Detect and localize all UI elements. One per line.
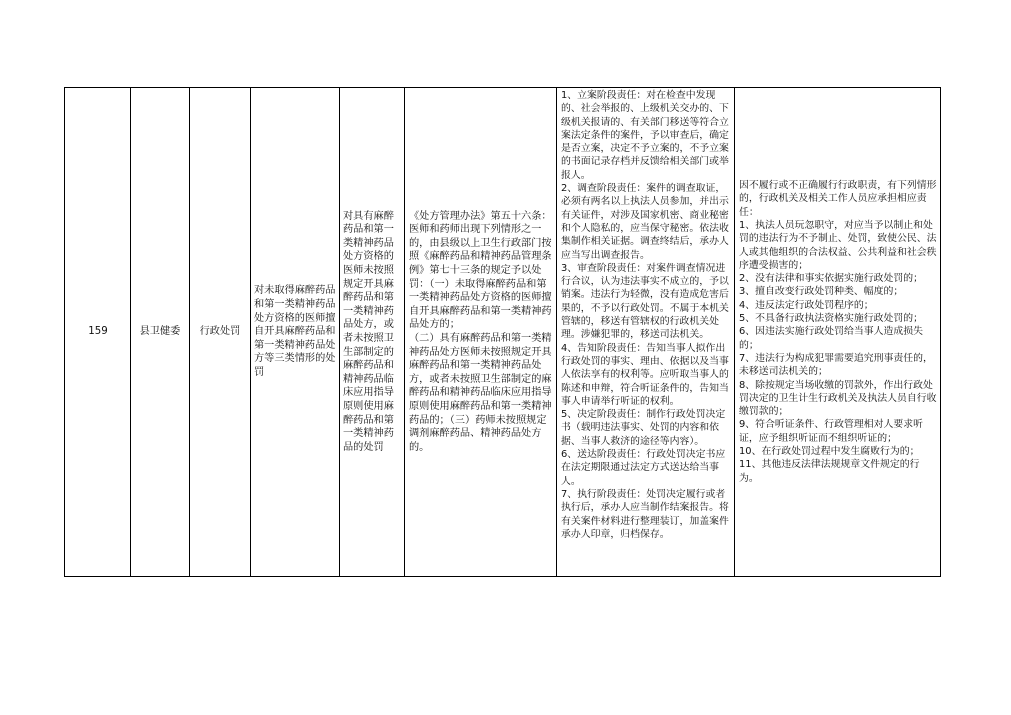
responsibilities-cell (558, 89, 734, 575)
table-divider (404, 87, 405, 577)
legal-basis-cell (406, 88, 556, 576)
category-cell: 行政处罚 (199, 326, 241, 338)
row-number: 159 (88, 326, 108, 338)
table-divider (734, 87, 735, 577)
sub-item-text: 对具有麻醉药品和第一类精神药品处方资格的医师未按照规定开具麻醉药品和第一类精神药品处方，或者未按照卫生部制定的麻醉药品和精神药品临床应用指导原则使用麻醉药品和第一类精神药品的处罚 (343, 210, 394, 453)
table-border-bottom (64, 576, 941, 577)
table-border-left (64, 87, 65, 577)
department-cell: 县卫健委 (139, 326, 181, 338)
legal-basis-text: 《处方管理办法》第五十六条：医师和药师出现下列情形之一的，由县级以上卫生行政部门按照《麻醉药品和精神药品管理条例》第七十三条的规定予以处罚：（一）未取得麻醉药品和第一类精神药品处方资格的医师擅自开具麻醉药品和第一类精神药品处方的； （二）具有麻醉药品和第一类精神药品处方医师未按照规定开具麻醉药品和第一类精神药品处方，或者未按照卫生部制定的麻醉药品和精神药品临床应用指导原则使用麻醉药品和第一类精神药品的；（三）药师未按照规定调剂麻醉药品、精神药品处方的。 (409, 210, 552, 453)
item-name-text: 对未取得麻醉药品和第一类精神药品处方资格的医师擅自开具麻醉药品和第一类精神药品处方等三类情形的处罚 (254, 285, 336, 378)
cell-outline (339, 576, 405, 577)
table-border-right (940, 87, 941, 577)
item-name-cell (252, 88, 338, 576)
accountability-text: 因不履行或不正确履行行政职责，有下列情形的，行政机关及相关工作人员应承担相应责任： 1、执法人员玩忽职守，对应当予以制止和处罚的违法行为不予制止、处罚，致使公民、法人或其他组织的合法权益、公共利益和社会秩序遭受损害的； 2、没有法律和事实依据实施行政处罚的； 3、擅自改变行政处罚种类、幅度的； 4、违反法定行政处罚程序的； 5、不具备行政执法资格实施行政处罚的； 6、因违法实施行政处罚给当事人造成损失的； 7、违法行为构成犯罪需要追究刑事责任的，未移送司法机关的； 8、除按规定当场收缴的罚款外，作出行政处罚决定的卫生计生行政机关及执法人员自行收缴罚款的； 9、符合听证条件、行政管理相对人要求听证，应予组织听证而不组织听证的； 10、在行政处罚过程中发生腐败行为的； 11、其他违反法律法规规章文件规定的行为。 (739, 180, 937, 484)
table-divider (250, 87, 251, 577)
responsibilities-text: 1、立案阶段责任：对在检查中发现的、社会举报的、上级机关交办的、下级机关报请的、有关部门移送等符合立案法定条件的案件，予以审查后，确定是否立案，决定不予立案的，不予立案的书面记录存档并反馈给相关部门或举报人。 2、调查阶段责任：案件的调查取证，必须有两名以上执法人员参加，并出示有关证件，对涉及国家机密、商业秘密和个人隐私的，应当保守秘密。依法收集制作相关证据。调查终结后，承办人应当写出调查报告。 3、审查阶段责任：对案件调查情况进行合议，认为违法事实不成立的，予以销案。违法行为轻微，没有造成危害后果的，不予以行政处罚。不属于本机关管辖的，移送有管辖权的行政机关处理。涉嫌犯罪的，移送司法机关。 4、告知阶段责任：告知当事人拟作出行政处罚的事实、理由、依据以及当事人依法享有的权利等。应听取当事人的陈述和申辩，符合听证条件的，告知当事人申请举行听证的权利。 5、决定阶段责任：制作行政处罚决定书（载明违法事实、处罚的内容和依据、当事人救济的途径等内容）。 6、送达阶段责任：行政处罚决定书应在法定期限通过法定方式送达给当事人。 7、执行阶段责任：处罚决定履行或者执行后，承办人应当制作结案报告。将有关案件材料进行整理装订，加盖案件承办人印章，归档保存。 (561, 90, 729, 540)
accountability-cell (736, 88, 940, 576)
table-divider (339, 87, 340, 577)
table-divider (556, 87, 557, 577)
sub-item-cell (341, 88, 404, 576)
